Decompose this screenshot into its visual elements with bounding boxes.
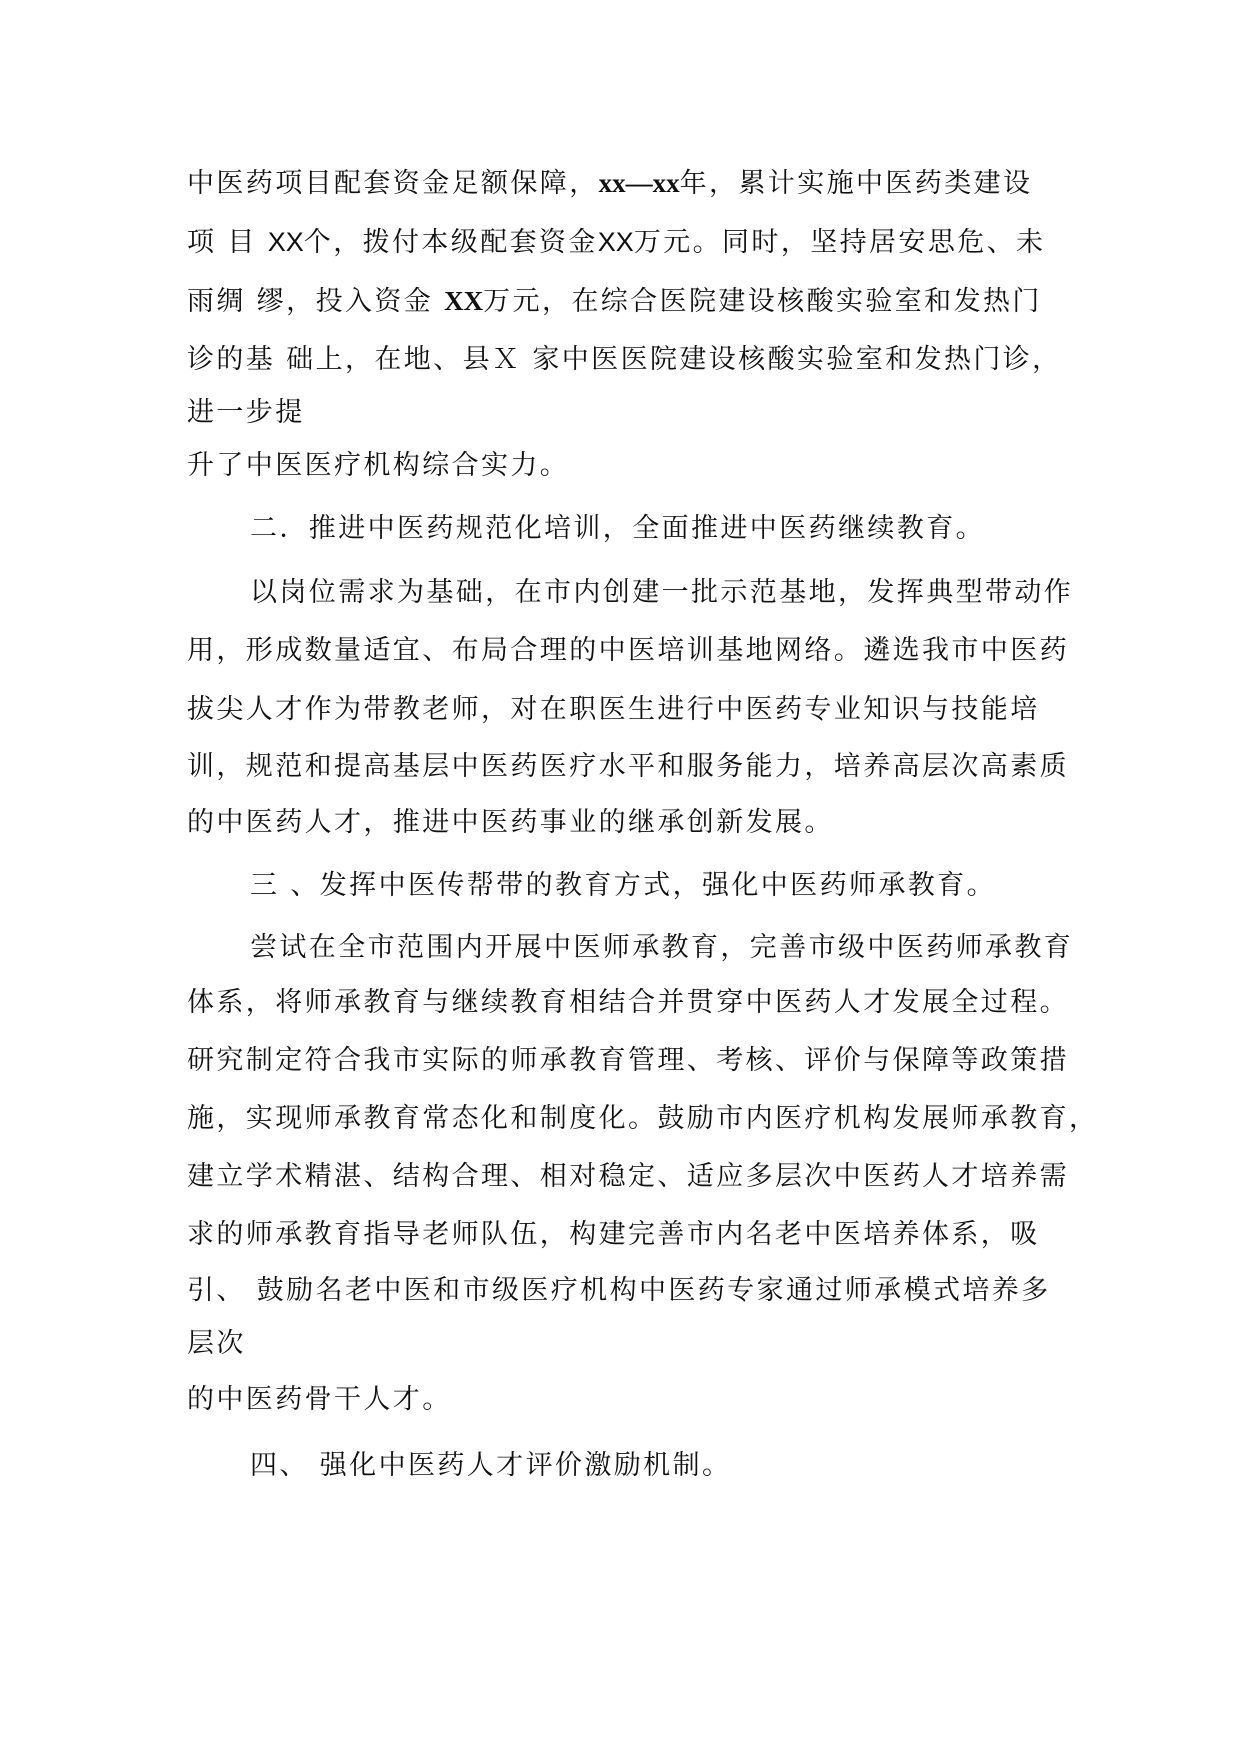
text-segment: 进一步提	[187, 397, 305, 428]
text-line	[187, 747, 1069, 787]
text-line	[187, 803, 834, 843]
text-segment: 升了中医医疗机构综合实力。	[187, 450, 570, 481]
text-line	[187, 281, 1042, 321]
text-segment: 三 、发挥中医传帮带的教育方式，强化中医药师承教育。	[250, 870, 996, 901]
text-segment: 年，累计实施中医药类建设	[679, 168, 1033, 199]
text-segment: 施，实现师承教育常态化和制度化。鼓励市内医疗机构发展师承教育，	[187, 1103, 1099, 1134]
text-line	[187, 631, 1069, 671]
text-segment: 尝试在全市范围内开展中医师承教育，完善市级中医药师承教育	[250, 932, 1074, 963]
text-segment: 万元。同时，坚持居安思危、未	[633, 227, 1046, 258]
text-segment: 四、 强化中医药人才评价激励机制。	[250, 1450, 732, 1481]
text-line	[187, 1099, 1098, 1139]
text-line	[187, 690, 1040, 730]
text-line	[187, 1157, 1069, 1197]
text-segment: 用，形成数量适宜、布局合理的中医培训基地网络。遴选我市中医药	[187, 635, 1069, 666]
text-segment: 训，规范和提高基层中医药医疗水平和服务能力，培养高层次高素质	[187, 751, 1069, 782]
text-line	[250, 573, 1073, 613]
text-segment: 以岗位需求为基础，在市内创建一批示范基地，发挥典型带动作	[250, 577, 1074, 608]
text-line	[250, 928, 1073, 968]
text-line	[187, 446, 569, 486]
text-line	[187, 1324, 246, 1364]
text-segment: 的中医药骨干人才。	[187, 1384, 452, 1415]
text-segment: 的中医药人才，推进中医药事业的继承创新发展。	[187, 807, 834, 838]
section-heading	[250, 509, 985, 549]
text-segment: 中医药项目配套资金足额保障，	[187, 168, 599, 199]
text-segment: 个，拨付本级配套资金	[303, 227, 598, 258]
text-segment: 拔尖人才作为带教老师，对在职医生进行中医药专业知识与技能培	[187, 694, 1040, 725]
text-segment: 层次	[187, 1328, 246, 1359]
text-segment: 体系，将师承教育与继续教育相结合并贯穿中医药人才发展全过程。	[187, 987, 1069, 1018]
text-line	[187, 163, 1032, 203]
bold-amount: XX	[444, 286, 484, 316]
placeholder-count: XX	[267, 227, 304, 257]
text-segment: 雨绸 缪，投入资金	[187, 286, 445, 317]
text-line	[187, 393, 305, 433]
text-segment: 求的师承教育指导老师队伍，构建完善市内名老中医培养体系，吸	[187, 1219, 1040, 1250]
placeholder-amount: XX	[597, 227, 634, 257]
text-segment: 万元，在综合医院建设核酸实验室和发热门	[483, 286, 1042, 317]
section-heading	[250, 866, 996, 906]
section-heading	[250, 1446, 731, 1486]
text-segment: 诊的基 础上，在地、县Ｘ 家中医医院建设核酸实验室和发热门诊，	[187, 344, 1062, 375]
text-segment: 研究制定符合我市实际的师承教育管理、考核、评价与保障等政策措	[187, 1045, 1069, 1076]
text-segment: 项 目	[187, 227, 268, 258]
bold-year-range: xx—xx	[598, 168, 680, 198]
text-segment: 引、 鼓励名老中医和市级医疗机构中医药专家通过师承模式培养多	[187, 1275, 1051, 1306]
text-line	[187, 1271, 1051, 1311]
text-line	[187, 1041, 1069, 1081]
text-line	[187, 983, 1069, 1023]
text-line	[187, 1215, 1040, 1255]
text-line	[187, 1380, 452, 1420]
text-line	[187, 340, 1062, 380]
text-line	[187, 222, 1045, 262]
text-segment: 建立学术精湛、结构合理、相对稳定、适应多层次中医药人才培养需	[187, 1161, 1069, 1192]
text-segment: 二．推进中医药规范化培训，全面推进中医药继续教育。	[250, 513, 985, 544]
